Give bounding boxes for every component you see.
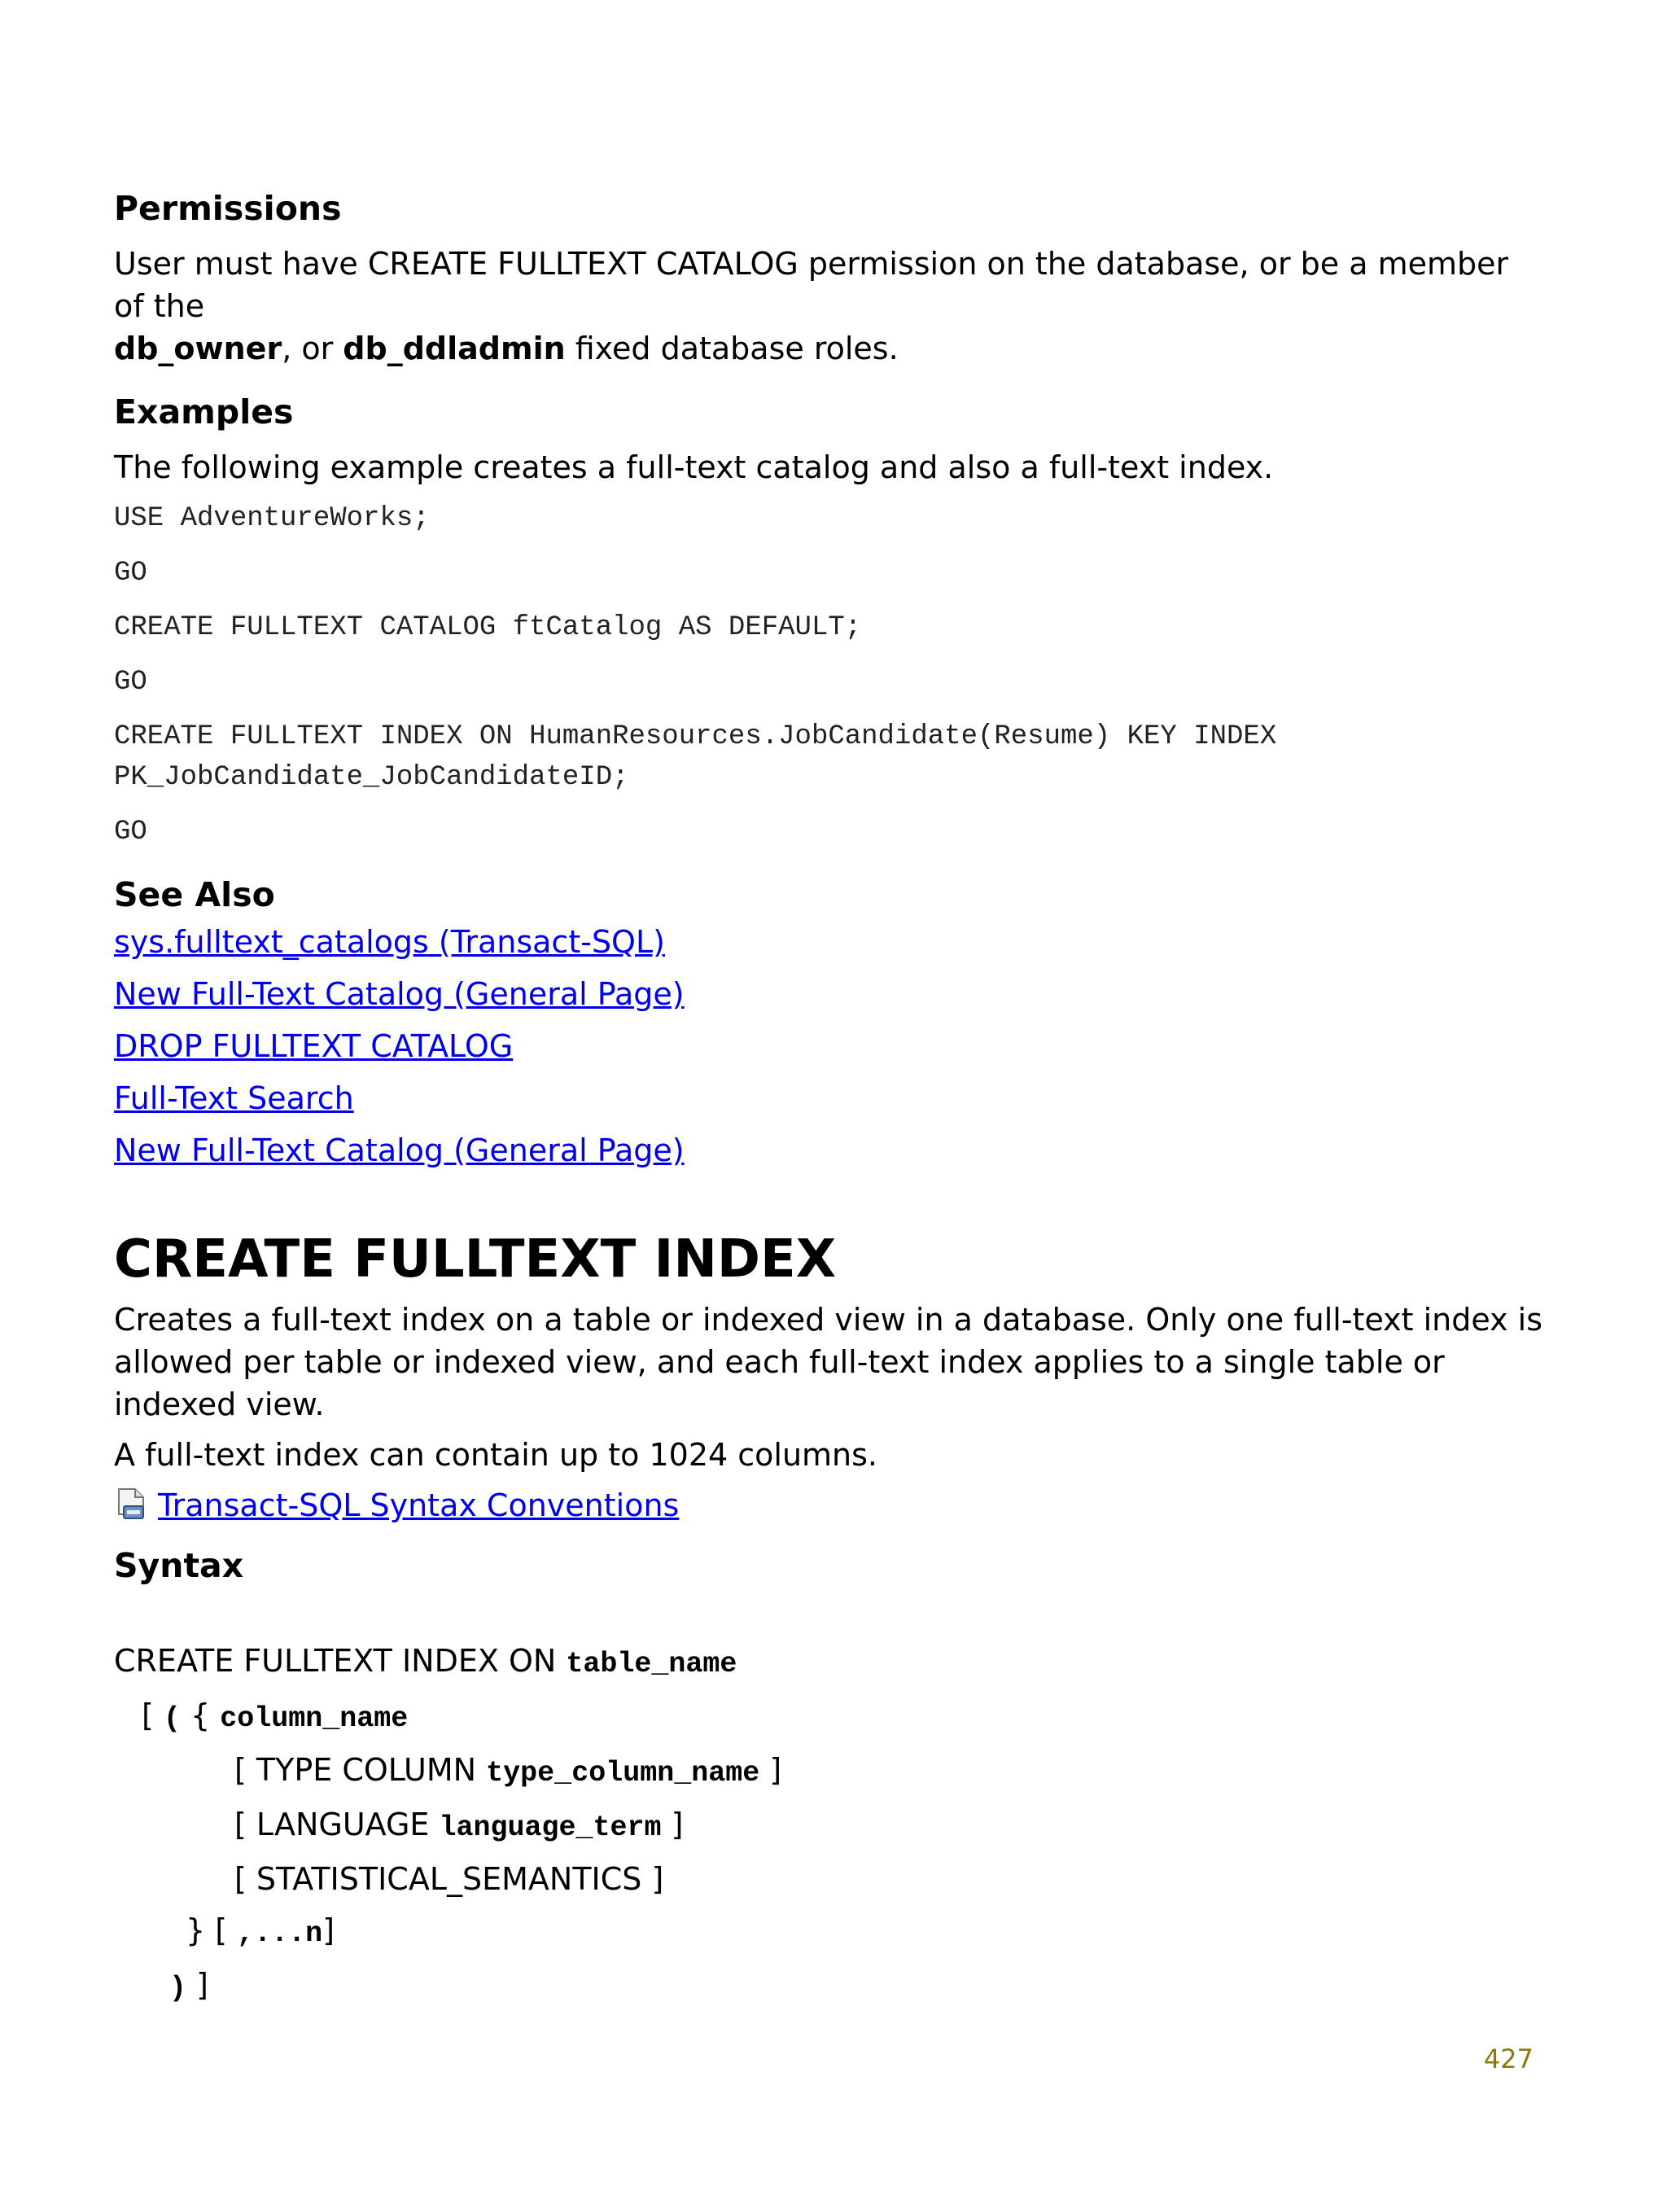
link-drop-fulltext-catalog[interactable]: DROP FULLTEXT CATALOG [114,1028,514,1064]
code-line: CREATE FULLTEXT CATALOG ftCatalog AS DEFAULT; [114,612,862,643]
code-line: CREATE FULLTEXT INDEX ON HumanResources.JobCandidate(Resume) KEY INDEX [114,721,1277,752]
syntax-line: ) ] [169,1967,208,2004]
document-page [114,187,1547,2014]
syntax-heading: Syntax [114,1546,244,1585]
examples-heading: Examples [114,392,294,431]
conventions-row [114,1484,1547,1526]
code-line: GO [114,558,147,589]
link-new-fulltext-catalog[interactable]: New Full-Text Catalog (General Page) [114,976,685,1012]
link-syntax-conventions[interactable]: Transact-SQL Syntax Conventions [158,1487,680,1523]
role-db-owner: db_owner [114,331,282,366]
see-also-links [114,916,1547,1176]
syntax-line: } [ ,...n] [186,1912,335,1950]
section-title: CREATE FULLTEXT INDEX [114,1229,837,1290]
syntax-block [114,1636,1547,2014]
code-line: GO [114,817,147,848]
syntax-line: [ ( { column_name [142,1697,409,1735]
document-link-icon [114,1487,150,1522]
link-new-fulltext-catalog-2[interactable]: New Full-Text Catalog (General Page) [114,1132,685,1168]
code-line: PK_JobCandidate_JobCandidateID; [114,762,629,793]
code-line: USE AdventureWorks; [114,503,430,534]
example-code-block [114,498,1547,852]
link-sys-fulltext-catalogs[interactable]: sys.fulltext_catalogs (Transact-SQL) [114,924,665,960]
permissions-text: User must have CREATE FULLTEXT CATALOG permission on the database, or be a member of the db_owner, or db_ddladmin fixed database roles. [114,246,1509,366]
section-column-limit: A full-text index can contain up to 1024 columns. [114,1437,878,1473]
see-also-heading: See Also [114,875,275,914]
syntax-line: [ TYPE COLUMN type_column_name ] [234,1752,782,1789]
syntax-line: CREATE FULLTEXT INDEX ON table_name [114,1643,737,1680]
code-line: GO [114,667,147,698]
role-db-ddladmin: db_ddladmin [343,331,566,366]
page-number: 427 [1483,2043,1534,2074]
link-full-text-search[interactable]: Full-Text Search [114,1080,354,1116]
syntax-line: [ LANGUAGE language_term ] [234,1807,684,1844]
syntax-line: [ STATISTICAL_SEMANTICS ] [234,1861,664,1897]
examples-intro: The following example creates a full-text catalog and also a full-text index. [114,449,1274,485]
section-description: Creates a full-text index on a table or indexed view in a database. Only one full-text index is allowed per table or indexed view, and each full-text index applies to a single table or indexed view. [114,1302,1543,1422]
permissions-heading: Permissions [114,189,342,228]
